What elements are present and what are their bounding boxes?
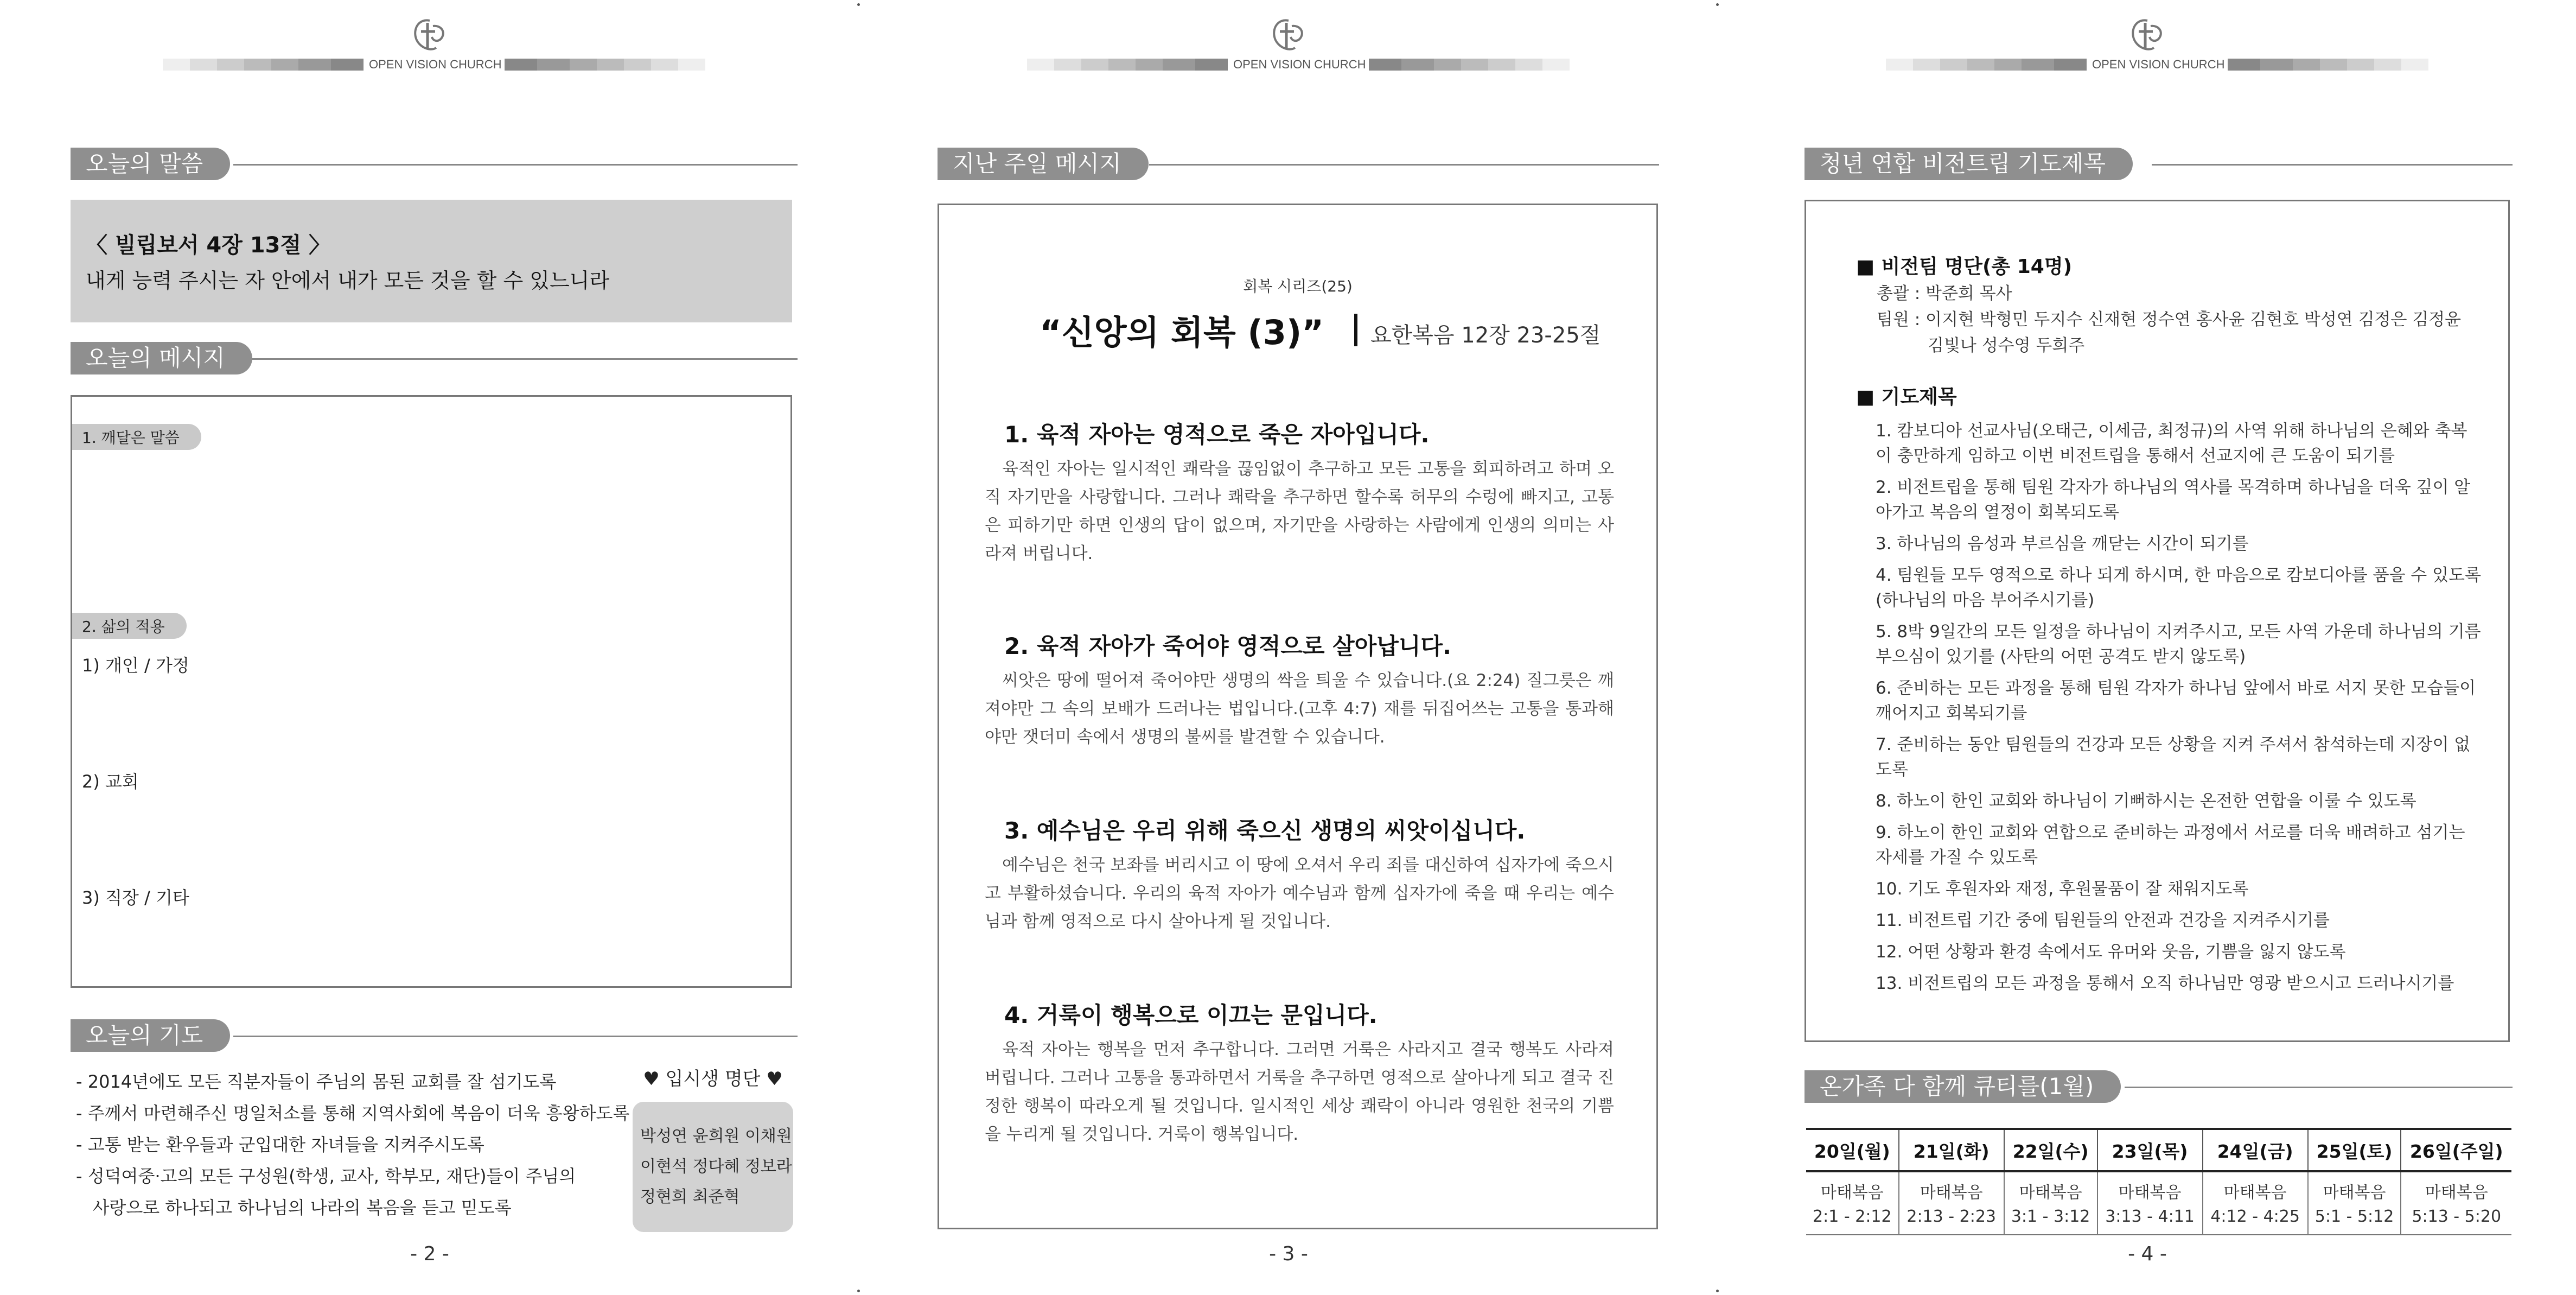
name-row: 이현석 정다혜 정보라: [640, 1157, 792, 1176]
sermon-point-body: 씨앗은 땅에 떨어져 죽어야만 생명의 싹을 틔울 수 있습니다.(요 2:24) 질그릇은 깨져야만 그 속의 보배가 드러나는 법입니다.(고후 4:7) 재를 뒤집어쓰는 고통을 통과해야만 잿더미 속에서 생명의 불씨를 발견할 수 있습니다.: [985, 671, 1614, 747]
name-row: 박성연 윤희원 이채원: [640, 1127, 792, 1146]
list-item: - 주께서 마련해주신 명일처소를 통해 지역사회에 복음이 더욱 흥왕하도록: [76, 1103, 630, 1123]
section-heading-prayer: 오늘의 기도: [71, 1019, 798, 1052]
reading-cell: 마태복음 2:1 - 2:12: [1806, 1171, 1899, 1235]
header-bar-right: [1369, 59, 1570, 71]
list-item: 10. 기도 후원자와 재정, 후원물품이 잘 채워지도록: [1876, 879, 2249, 899]
subitem-personal: 1) 개인 / 가정: [82, 655, 189, 676]
church-logo-icon: [1267, 15, 1310, 59]
header-bar-right: [505, 59, 705, 71]
prayer-heading: ■ 기도제목: [1856, 386, 1957, 408]
list-item: 9. 하노이 한인 교회와 연합으로 준비하는 과정에서 서로를 더욱 배려하고 섬기는 자세를 가질 수 있도록: [1876, 823, 2465, 867]
day-header: 21일(화): [1899, 1129, 2004, 1171]
message-notes-box: [71, 395, 792, 988]
sermon-box: [938, 204, 1658, 1229]
list-item: 11. 비전트립 기간 중에 팀원들의 안전과 건강을 지켜주시기를: [1876, 911, 2330, 930]
sermon-series: 회복 시리즈(25): [1243, 277, 1353, 295]
list-item: - 고통 받는 환우들과 군입대한 자녀들을 지켜주시도록: [76, 1134, 484, 1155]
subitem-work: 3) 직장 / 기타: [82, 887, 189, 908]
tag-realized-word: 1. 깨달은 말씀: [72, 424, 201, 450]
church-name: OPEN VISION CHURCH: [2092, 58, 2225, 71]
verse-box: [71, 200, 792, 322]
page-number: - 3 -: [1269, 1243, 1308, 1265]
new-students-title: ♥ 입시생 명단 ♥: [643, 1068, 783, 1090]
trip-prayer-list: [1876, 418, 2483, 1002]
church-name: OPEN VISION CHURCH: [1233, 58, 1366, 71]
day-header: 23일(목): [2097, 1129, 2203, 1171]
sermon-title: “신앙의 회복 (3)”: [1040, 313, 1324, 352]
section-heading-last-sermon: 지난 주일 메시지: [938, 148, 1659, 180]
list-item: - 2014년에도 모든 직분자들이 주님의 몸된 교회를 잘 섬기도록: [76, 1071, 557, 1092]
list-item: 3. 하나님의 음성과 부르심을 깨닫는 시간이 되기를: [1876, 534, 2249, 554]
section-heading-word: 오늘의 말씀: [71, 148, 798, 180]
table-header-row: [1806, 1129, 2511, 1171]
list-item: 4. 팀원들 모두 영적으로 하나 되게 하시며, 한 마음으로 캄보디아를 품을 수 있도록 (하나님의 마음 부어주시기를): [1876, 566, 2481, 610]
list-item: 13. 비전트립의 모든 과정을 통해서 오직 하나님만 영광 받으시고 드러나시기를: [1876, 974, 2454, 993]
list-item: 8. 하노이 한인 교회와 하나님이 기뻐하시는 온전한 연합을 이룰 수 있도록: [1876, 791, 2416, 811]
reading-cell: 마태복음 3:1 - 3:12: [2004, 1171, 2097, 1235]
day-header: 20일(월): [1806, 1129, 1899, 1171]
header-bar-left: [1886, 59, 2087, 71]
vision-trip-box: [1805, 200, 2510, 1042]
list-item: - 성덕여중·고의 모든 구성원(학생, 교사, 학부모, 재단)들이 주님의: [76, 1166, 576, 1186]
new-students-box: [633, 1102, 793, 1232]
verse-text: 내게 능력 주시는 자 안에서 내가 모든 것을 할 수 있느니라: [86, 269, 610, 293]
page-3: [859, 0, 1718, 1295]
sermon-point-body: 육적인 자아는 일시적인 쾌락을 끊임없이 추구하고 모든 고통을 회피하려고 하며 오직 자기만을 사랑합니다. 그러나 쾌락을 추구하면 할수록 허무의 수렁에 빠지고, 고통은 피하기만 하면 인생의 답이 없으며, 자기만을 사랑하는 사람에게 인생의 의미는 사라져 버립니다.: [985, 459, 1614, 563]
sermon-point-body: 육적 자아는 행복을 먼저 추구합니다. 그러면 거룩은 사라지고 결국 행복도 사라져 버립니다. 그러나 고통을 통과하면서 거룩을 추구하면 영적으로 살아나게 되고 결국 진정한 행복이 따라오게 될 것입니다. 일시적인 세상 쾌락이 아니라 영원한 천국의 기쁨을 누리게 될 것입니다. 거룩이 행복입니다.: [985, 1040, 1614, 1144]
day-header: 26일(주일): [2401, 1129, 2511, 1171]
page-header: [0, 15, 859, 75]
tag-life-application: 2. 삶의 적용: [72, 613, 187, 639]
list-item: 2. 비전트립을 통해 팀원 각자가 하나님의 역사를 목격하며 하나님을 더욱 깊이 알아가고 복음의 열정이 회복되도록: [1876, 478, 2471, 522]
name-row: 정현희 최준혁: [640, 1188, 740, 1207]
reading-cell: 마태복음 4:12 - 4:25: [2203, 1171, 2308, 1235]
header-bar-left: [163, 59, 364, 71]
sermon-scripture: 요한복음 12장 23-25절: [1370, 323, 1601, 348]
team-leader: 총괄 : 박준희 목사: [1877, 284, 2012, 303]
day-header: 24일(금): [2203, 1129, 2308, 1171]
page-header: [1718, 15, 2576, 75]
church-name: OPEN VISION CHURCH: [369, 58, 502, 71]
sermon-point-heading: 3. 예수님은 우리 위해 죽으신 생명의 씨앗이십니다.: [1004, 817, 1526, 844]
reading-cell: 마태복음 3:13 - 4:11: [2097, 1171, 2203, 1235]
page-number: - 2 -: [410, 1243, 449, 1265]
team-heading: ■ 비전팀 명단(총 14명): [1856, 256, 2073, 278]
sermon-point-body: 예수님은 천국 보좌를 버리시고 이 땅에 오셔서 우리 죄를 대신하여 십자가에 죽으시고 부활하셨습니다. 우리의 육적 자아가 예수님과 함께 십자가에 죽을 때 우리는 예수님과 함께 영적으로 다시 살아나게 될 것입니다.: [985, 855, 1614, 931]
prayer-list: [76, 1066, 630, 1223]
sermon-point-heading: 2. 육적 자아가 죽어야 영적으로 살아납니다.: [1004, 633, 1451, 659]
qt-schedule-table: [1806, 1128, 2511, 1235]
list-item: 6. 준비하는 모든 과정을 통해 팀원 각자가 하나님 앞에서 바로 서지 못한 모습들이 깨어지고 회복되기를: [1876, 678, 2476, 723]
verse-reference: 〈 빌립보서 4장 13절 〉: [86, 233, 331, 258]
list-item: 12. 어떤 상황과 환경 속에서도 유머와 웃음, 기쁨을 잃지 않도록: [1876, 942, 2346, 962]
subitem-church: 2) 교회: [82, 771, 139, 792]
table-row: [1806, 1171, 2511, 1235]
church-logo-icon: [408, 15, 451, 59]
reading-cell: 마태복음 5:1 - 5:12: [2308, 1171, 2401, 1235]
section-heading-qt: 온가족 다 함께 큐티를(1월): [1805, 1070, 2513, 1103]
list-item: 5. 8박 9일간의 모든 일정을 하나님이 지켜주시고, 모든 사역 가운데 하나님의 기름 부으심이 있기를 (사탄의 어떤 공격도 받지 않도록): [1876, 622, 2481, 666]
church-logo-icon: [2126, 15, 2169, 59]
reading-cell: 마태복음 2:13 - 2:23: [1899, 1171, 2004, 1235]
list-item: 1. 캄보디아 선교사님(오태근, 이세금, 최정규)의 사역 위해 하나님의 은혜와 축복이 충만하게 임하고 이번 비전트립을 통해서 선교지에 큰 도움이 되기를: [1876, 421, 2467, 466]
reading-cell: 마태복음 5:13 - 5:20: [2401, 1171, 2511, 1235]
page-header: [859, 15, 1718, 75]
team-members-cont: 김빛나 성수영 두희주: [1928, 336, 2085, 356]
page-4: [1718, 0, 2576, 1295]
list-item: 사랑으로 하나되고 하나님의 나라의 복음을 듣고 믿도록: [76, 1197, 512, 1218]
page-2: [0, 0, 859, 1295]
sermon-point-heading: 1. 육적 자아는 영적으로 죽은 자아입니다.: [1004, 421, 1430, 448]
section-heading-message: 오늘의 메시지: [71, 342, 798, 374]
section-heading-vision-trip: 청년 연합 비전트립 기도제목: [1805, 148, 2513, 180]
day-header: 22일(수): [2004, 1129, 2097, 1171]
header-bar-right: [2228, 59, 2428, 71]
day-header: 25일(토): [2308, 1129, 2401, 1171]
title-divider: [1354, 314, 1357, 346]
list-item: 7. 준비하는 동안 팀원들의 건강과 모든 상황을 지켜 주셔서 참석하는데 지장이 없도록: [1876, 735, 2471, 779]
sermon-point-heading: 4. 거룩이 행복으로 이끄는 문입니다.: [1004, 1002, 1378, 1029]
page-number: - 4 -: [2128, 1243, 2167, 1265]
header-bar-left: [1027, 59, 1228, 71]
team-members: 팀원 : 이지현 박형민 두지수 신재현 정수연 홍사윤 김현호 박성연 김정은 김정윤: [1877, 310, 2462, 329]
